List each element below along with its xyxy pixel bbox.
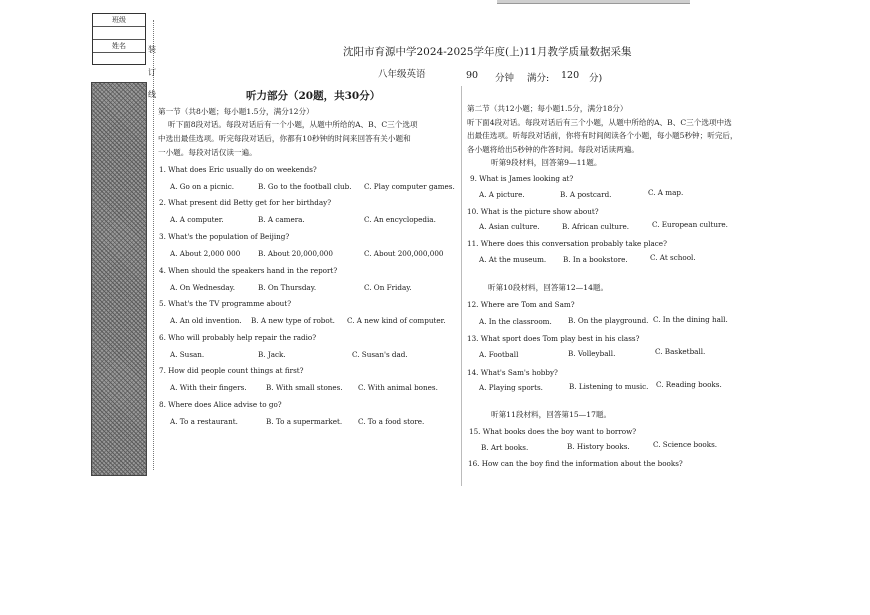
- q11-option-c: C. At school.: [650, 253, 696, 262]
- class-field[interactable]: [93, 27, 145, 40]
- section2-heading: 第二节（共12小题；每小题1.5分，满分18分）: [467, 104, 628, 113]
- q11-option-b: B. In a bookstore.: [563, 255, 628, 264]
- grade-subject: 八年级英语: [378, 69, 426, 80]
- question-2: 2. What present did Betty get for her birthday?: [159, 198, 332, 207]
- question-10: 10. What is the picture show about?: [467, 207, 599, 216]
- q15-option-a: B. Art books.: [481, 443, 529, 452]
- question-4: 4. When should the speakers hand in the report?: [159, 266, 338, 275]
- question-12: 12. Where are Tom and Sam?: [467, 300, 575, 309]
- section2-instruction-1: 听下面4段对话。每段对话后有三个小题，从题中所给的A、B、C三个选项中选: [467, 118, 732, 127]
- q3-option-a: A. About 2,000 000: [170, 249, 241, 258]
- school-title: 沈阳市育源中学2024-2025学年度(上)11月教学质量数据采集: [343, 46, 632, 58]
- question-6: 6. Who will probably help repair the radio?: [159, 333, 317, 342]
- binding-char-xian: 线: [148, 90, 156, 99]
- q13-option-a: A. Football: [479, 350, 519, 359]
- q2-option-c: C. An encyclopedia.: [364, 215, 436, 224]
- section1-heading: 第一节（共8小题；每小题1.5分，满分12分）: [158, 107, 314, 116]
- q10-option-a: A. Asian culture.: [479, 222, 540, 231]
- q6-option-c: C. Susan's dad.: [352, 350, 408, 359]
- time-value: 90: [466, 70, 479, 81]
- q9-option-c: C. A map.: [648, 188, 684, 197]
- class-label: 班级: [93, 14, 145, 27]
- q2-option-a: A. A computer.: [170, 215, 224, 224]
- section1-instruction-1: 听下面8段对话。每段对话后有一个小题，从题中所给的A、B、C三个选项: [168, 120, 418, 129]
- question-3: 3. What's the population of Beijing?: [159, 232, 290, 241]
- name-field[interactable]: [93, 53, 145, 65]
- q10-option-c: C. European culture.: [652, 220, 728, 229]
- question-11: 11. Where does this conversation probably take place?: [467, 239, 667, 248]
- question-9: 9. What is James looking at?: [470, 174, 574, 183]
- q13-option-c: C. Basketball.: [655, 347, 706, 356]
- q12-option-b: B. On the playground.: [568, 316, 649, 325]
- question-13: 13. What sport does Tom play best in his class?: [467, 334, 640, 343]
- question-15: 15. What books does the boy want to borrow?: [469, 427, 637, 436]
- score-unit: 分): [589, 73, 603, 84]
- q15-option-b: B. History books.: [567, 442, 630, 451]
- q9-option-a: A. A picture.: [479, 190, 525, 199]
- q1-option-b: B. Go to the football club.: [258, 182, 352, 191]
- q5-option-c: C. A new kind of computer.: [347, 316, 446, 325]
- q7-option-c: C. With animal bones.: [358, 383, 438, 392]
- q5-option-a: A. An old invention.: [170, 316, 242, 325]
- q7-option-b: B. With small stones.: [266, 383, 343, 392]
- section2-group-1: 听第9段材料，回答第9—11题。: [491, 158, 602, 167]
- column-divider: [461, 86, 462, 486]
- student-info-box: [92, 13, 146, 65]
- q7-option-a: A. With their fingers.: [170, 383, 247, 392]
- name-label: 姓名: [93, 40, 145, 53]
- section2-instruction-3: 各小题将给出5秒钟的作答时间。每段对话读两遍。: [467, 145, 639, 154]
- question-16: 16. How can the boy find the information about the books?: [468, 459, 683, 468]
- binding-char-ding: 订: [148, 68, 156, 77]
- q3-option-c: C. About 200,000,000: [364, 249, 444, 258]
- question-5: 5. What's the TV programme about?: [159, 299, 292, 308]
- q10-option-b: B. African culture.: [562, 222, 629, 231]
- binding-dotted-line: [153, 20, 154, 470]
- q3-option-b: B. About 20,000,000: [258, 249, 333, 258]
- binding-hatch-strip: [91, 82, 147, 476]
- q12-option-a: A. In the classroom.: [479, 317, 552, 326]
- q15-option-c: C. Science books.: [653, 440, 718, 449]
- q9-option-b: B. A postcard.: [560, 190, 612, 199]
- question-14: 14. What's Sam's hobby?: [467, 368, 558, 377]
- q6-option-a: A. Susan.: [170, 350, 205, 359]
- section1-instruction-2: 中选出最佳选项。听完每段对话后，你都有10秒钟的时间来回答有关小题和: [158, 134, 411, 143]
- q11-option-a: A. At the museum.: [479, 255, 547, 264]
- section2-group-3: 听第11段材料，回答第15—17题。: [491, 410, 612, 419]
- q1-option-a: A. Go on a picnic.: [170, 182, 235, 191]
- q14-option-a: A. Playing sports.: [479, 383, 543, 392]
- q4-option-a: A. On Wednesday.: [170, 283, 236, 292]
- q8-option-a: A. To a restaurant.: [170, 417, 238, 426]
- section2-instruction-2: 出最佳选项。听每段对话前，你将有时间阅读各个小题，每小题5秒钟；听完后，: [467, 131, 738, 140]
- q4-option-c: C. On Friday.: [364, 283, 412, 292]
- part-title: 听力部分（20题，共30分）: [246, 90, 381, 102]
- binding-char-zhuang: 装: [148, 45, 156, 54]
- score-value: 120: [561, 70, 580, 81]
- question-1: 1. What does Eric usually do on weekends?: [159, 165, 317, 174]
- q8-option-c: C. To a food store.: [358, 417, 425, 426]
- question-8: 8. Where does Alice advise to go?: [159, 400, 282, 409]
- q12-option-c: C. In the dining hall.: [653, 315, 728, 324]
- q8-option-b: B. To a supermarket.: [266, 417, 343, 426]
- section2-group-2: 听第10段材料，回答第12—14题。: [488, 283, 609, 292]
- section1-instruction-3: 一小题。每段对话仅读一遍。: [158, 148, 257, 157]
- q14-option-c: C. Reading books.: [656, 380, 722, 389]
- q14-option-b: B. Listening to music.: [569, 382, 649, 391]
- q1-option-c: C. Play computer games.: [364, 182, 455, 191]
- score-label: 满分:: [527, 73, 550, 84]
- q5-option-b: B. A new type of robot.: [251, 316, 335, 325]
- q2-option-b: B. A camera.: [258, 215, 305, 224]
- top-scan-strip: [497, 0, 690, 4]
- q13-option-b: B. Volleyball.: [568, 349, 616, 358]
- q4-option-b: B. On Thursday.: [258, 283, 317, 292]
- question-7: 7. How did people count things at first?: [159, 366, 304, 375]
- time-unit: 分钟: [495, 73, 515, 84]
- q6-option-b: B. Jack.: [258, 350, 286, 359]
